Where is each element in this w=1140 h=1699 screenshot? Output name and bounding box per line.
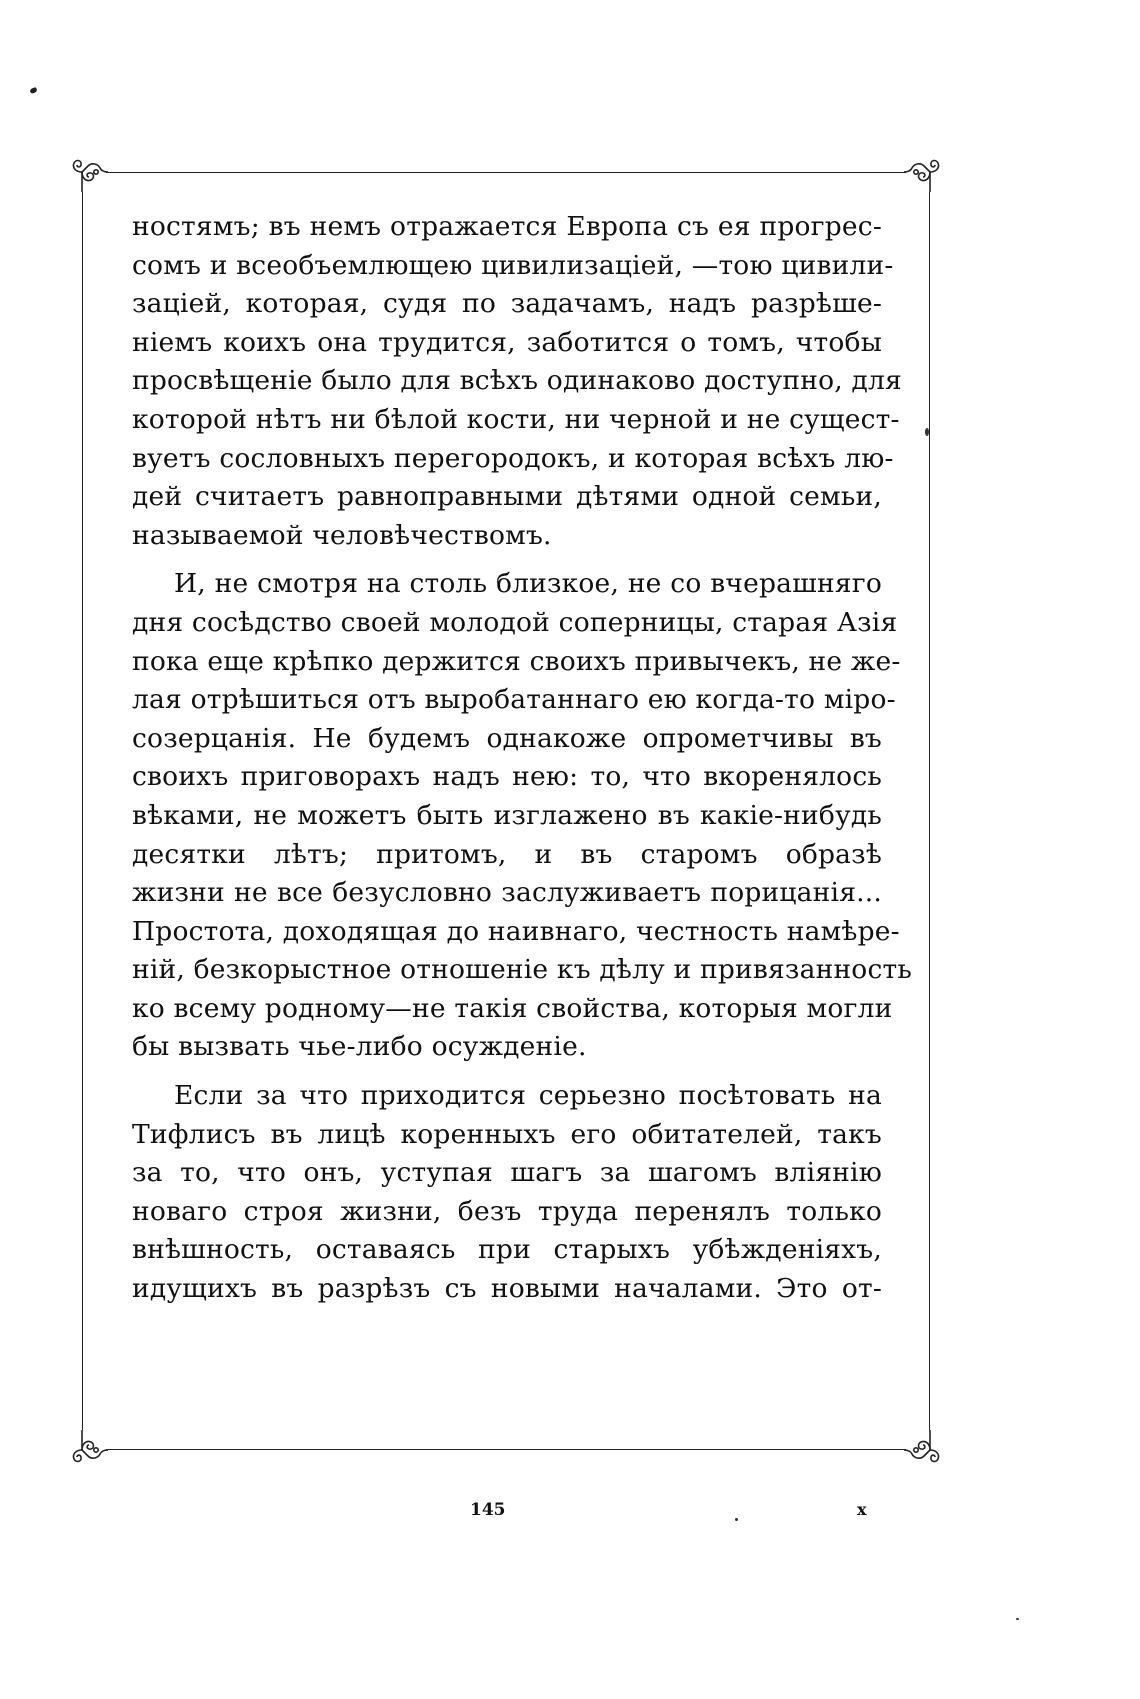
text-line: Простота, доходящая до наивнаго, честность намѣре-: [132, 915, 900, 947]
text-line: лая отрѣшиться отъ выробатаннаго ею когда-то мiро-: [132, 684, 896, 716]
frame-right-rule: [929, 192, 930, 1430]
text-line: нiй, безкорыстное отношенiе къ дѣлу и привязанность: [132, 954, 912, 986]
ink-speck: [925, 428, 929, 436]
ink-speck: [29, 87, 37, 94]
text-line: дня сосѣдство своей молодой соперницы, старая Азiя: [132, 606, 898, 638]
paragraph: [132, 565, 912, 1067]
text-line: пока еще крѣпко держится своихъ привычекъ, не же-: [132, 645, 901, 677]
corner-ornament-icon: [66, 1428, 112, 1474]
body-text: [132, 208, 912, 1319]
text-line: называемой человѣчествомъ.: [132, 519, 552, 551]
text-line: сомъ и всеобъемлющею цивилизацiей, —тою цивили-: [132, 249, 894, 281]
ink-speck: [735, 1518, 738, 1521]
paragraph: [132, 1077, 882, 1309]
text-line: внѣшность, оставаясь при старыхъ убѣжденiяхъ,: [132, 1234, 882, 1266]
text-line: жизни не все безусловно заслуживаетъ порицанiя...: [132, 877, 882, 909]
text-line: Если за что приходится серьезно посѣтовать на: [174, 1080, 882, 1112]
frame-top-rule: [106, 172, 906, 173]
corner-ornament-icon: [66, 148, 112, 194]
text-line: за то, что онъ, уступая шагъ за шагомъ влiянiю: [132, 1157, 882, 1189]
signature-mark: x: [857, 1500, 867, 1519]
corner-ornament-icon: [900, 148, 946, 194]
text-line: И, не смотря на столь близкое, не со вчерашняго: [174, 568, 882, 600]
text-line: идущихъ въ разрѣзъ съ новыми началами. Это от-: [132, 1273, 882, 1305]
text-line: своихъ приговорахъ надъ нею: то, что вкоренялось: [132, 761, 882, 793]
text-line: десятки лѣтъ; притомъ, и въ старомъ образѣ: [132, 838, 882, 870]
text-line: созерцанiя. Не будемъ однакоже опрометчивы въ: [132, 722, 882, 754]
text-line: новаго строя жизни, безъ труда перенялъ только: [132, 1195, 882, 1227]
text-line: которой нѣтъ ни бѣлой кости, ни черной и не сущест-: [132, 403, 900, 435]
text-line: просвѣщенiе было для всѣхъ одинаково доступно, для: [132, 365, 902, 397]
text-line: вѣками, не можетъ быть изглажено въ какiе-нибудь: [132, 799, 882, 831]
text-line: ко всему родному—не такiя свойства, которыя могли: [132, 992, 893, 1024]
text-line: нiемъ коихъ она трудится, заботится о томъ, чтобы: [132, 326, 882, 358]
text-line: бы вызвать чье-либо осужденiе.: [132, 1031, 587, 1063]
text-line: ностямъ; въ немъ отражается Европа съ ея прогрес-: [132, 211, 882, 242]
text-line: Тифлисъ въ лицѣ коренныхъ его обитателей, такъ: [132, 1118, 882, 1150]
text-line: дей считаетъ равноправными дѣтями одной семьи,: [132, 481, 882, 513]
corner-ornament-icon: [900, 1428, 946, 1474]
ink-speck: [1016, 1618, 1019, 1620]
frame-left-rule: [82, 192, 83, 1430]
text-line: зацiей, которая, судя по задачамъ, надъ разрѣше-: [132, 288, 882, 320]
page-number: 145: [470, 1500, 506, 1520]
paragraph: [132, 208, 902, 555]
text-line: вуетъ сословныхъ перегородокъ, и которая всѣхъ лю-: [132, 442, 894, 474]
frame-bottom-rule: [106, 1449, 906, 1450]
